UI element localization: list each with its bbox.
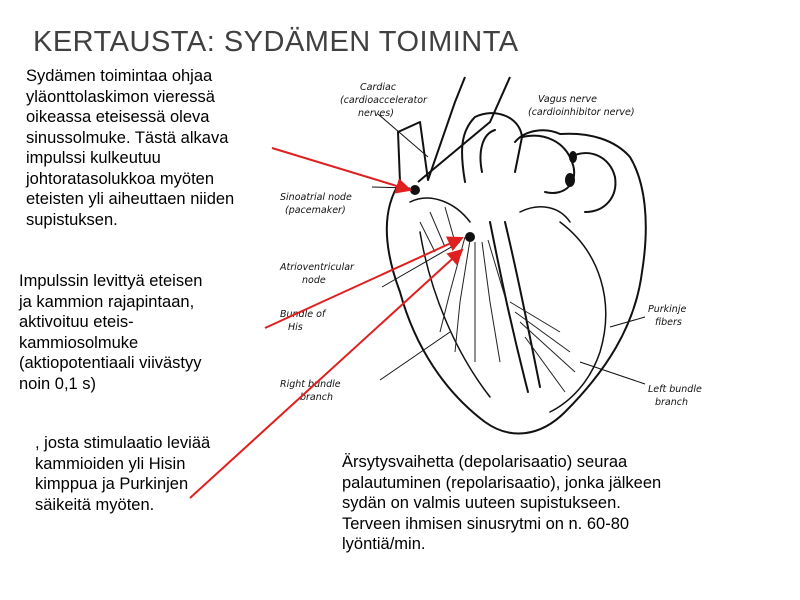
label-av-2: node: [302, 275, 326, 286]
svg-text:Sinoatrial node: [280, 192, 352, 203]
label-his-1: Bundle of: [280, 309, 326, 320]
svg-text:Bundle of: [280, 309, 327, 320]
heart-conduction-diagram: [260, 62, 720, 447]
label-his-2: His: [288, 322, 303, 333]
label-rbb-2: branch: [300, 392, 334, 403]
text-av-node: Impulssin levittyä eteisen ja kammion rajapintaan, aktivoituu eteis- kammiosolmuke (aktiopotentiaali viivästyy noin 0,1 s): [19, 272, 203, 393]
svg-text:Vagus nerve: [538, 94, 597, 105]
text-sinus-node: Sydämen toimintaa ohjaa yläonttolaskimon vieressä oikeassa eteisessä oleva sinussolmuke. Tästä alkava impulssi kulkeutuu johtoratasolukkoa myöten eteisten yli aiheuttaen niiden supistuksen.: [26, 67, 235, 229]
label-av-1: Atrioventricular: [280, 262, 354, 273]
svg-text:branch: [300, 392, 333, 403]
svg-text:Right bundle: [280, 379, 341, 390]
svg-text:fibers: [655, 317, 682, 328]
svg-text:(pacemaker): [285, 205, 346, 216]
label-purkinje-2: fibers: [655, 317, 682, 328]
svg-text:Atrioventricular: [279, 262, 355, 273]
label-sa-1: Sinoatrial node: [280, 192, 352, 203]
sa-node: [410, 185, 420, 195]
septum: [490, 222, 528, 392]
aorta: [462, 113, 522, 182]
label-vagus-2: (cardioinhibitor nerve): [528, 107, 635, 118]
svg-text:Left bundle: [648, 384, 702, 395]
text-repolarisation: Ärsytysvaihetta (depolarisaatio) seuraa palautuminen (repolarisaatio), jonka jälkeen sydän on valmis uuteen supistukseen. Terveen ihmisen sinusrytmi on n. 60-80 lyöntiä/min.: [342, 453, 662, 553]
cardiac-nerve: [428, 77, 465, 180]
svg-text:nerves): [358, 108, 394, 119]
svg-text:(cardioaccelerator: [340, 95, 428, 106]
label-cardiac-2: (cardioaccelerator: [340, 95, 427, 106]
svg-text:(cardioinhibitor nerve): [528, 107, 635, 118]
svg-text:Cardiac: [360, 82, 397, 93]
slide-title: KERTAUSTA: SYDÄMEN TOIMINTA: [33, 26, 519, 58]
label-vagus-1: Vagus nerve: [538, 94, 597, 105]
label-cardiac-1: Cardiac: [360, 82, 397, 93]
label-sa-2: (pacemaker): [285, 205, 346, 216]
label-rbb-1: Right bundle: [280, 379, 341, 390]
svg-text:His: [288, 322, 303, 333]
svg-text:node: [302, 275, 326, 286]
label-cardiac-3: nerves): [358, 108, 394, 119]
text-his-purkinje: , josta stimulaatio leviää kammioiden yli Hisin kimppua ja Purkinjen säikeitä myöten.: [35, 434, 211, 514]
av-node: [465, 232, 475, 242]
svg-text:Purkinje: [648, 304, 686, 315]
label-lbb-2: branch: [655, 397, 689, 408]
svg-text:branch: [655, 397, 688, 408]
vena-cava: [398, 122, 428, 182]
label-lbb-1: Left bundle: [648, 384, 702, 395]
label-purkinje-1: Purkinje: [648, 304, 687, 315]
